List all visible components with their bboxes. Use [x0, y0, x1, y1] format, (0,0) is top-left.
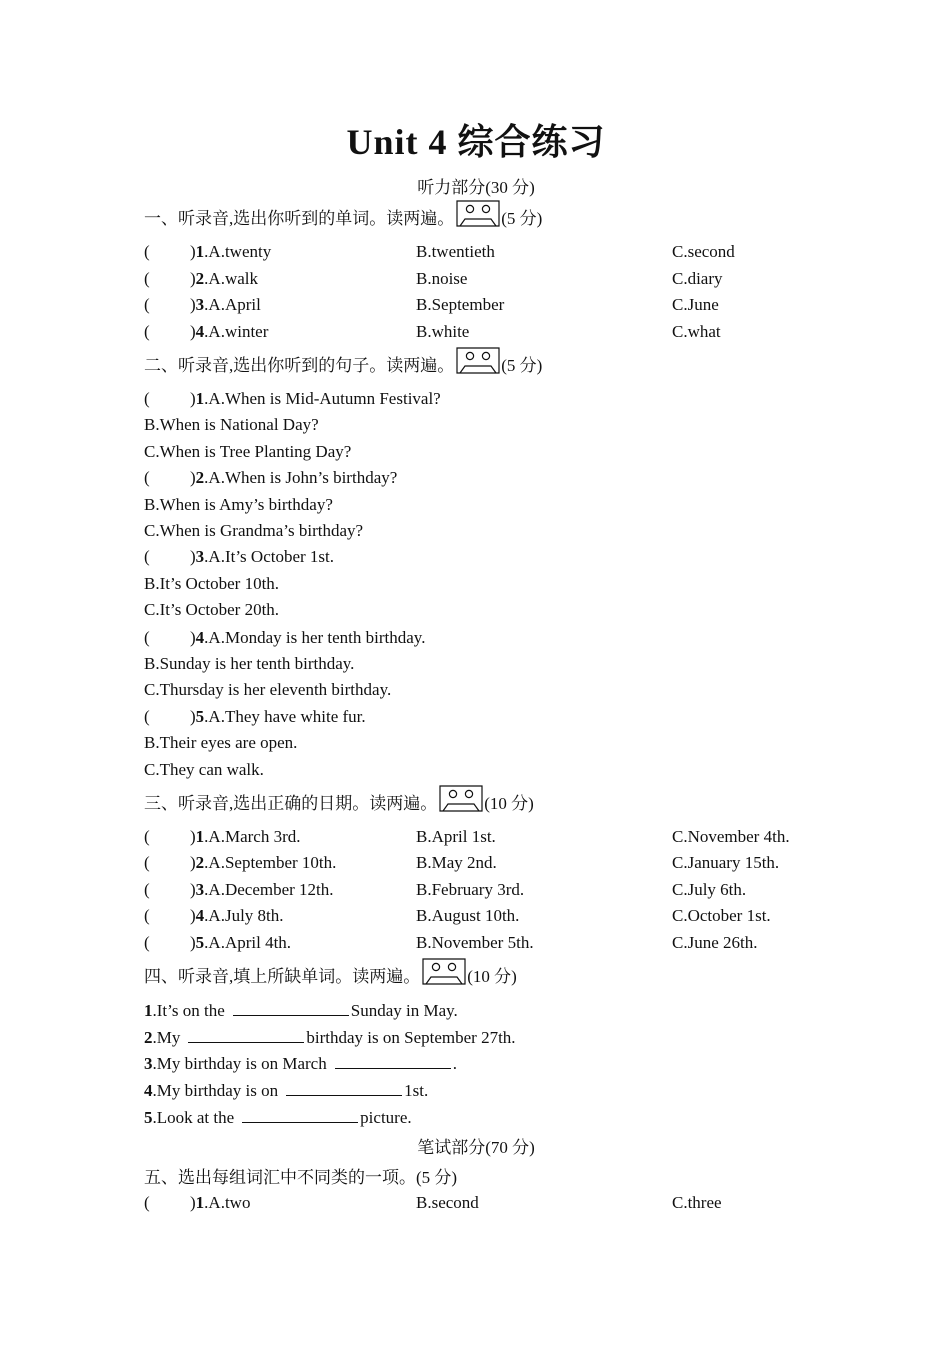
- option-text: C.what: [672, 322, 721, 341]
- question-line: ( )2.A.When is John’s birthday?: [144, 468, 398, 487]
- section-5-title: 五、选出每组词汇中不同类的一项。(5 分): [144, 1168, 458, 1187]
- option-text: ( )5.A.April 4th.: [144, 933, 292, 952]
- section-3-score: (10 分): [484, 794, 534, 813]
- answer-bracket: (: [144, 295, 150, 314]
- section-5-heading: [144, 1163, 457, 1188]
- answer-bracket: (: [144, 1193, 150, 1212]
- option-text: C.diary: [672, 269, 723, 288]
- question-number: 3: [195, 295, 205, 314]
- question-number: 2: [195, 468, 205, 487]
- question-row: [144, 906, 844, 930]
- cassette-tape-icon: [422, 958, 466, 985]
- section-2-title: 二、听录音,选出你听到的句子。读两遍。: [144, 356, 455, 375]
- answer-bracket: (: [144, 880, 150, 899]
- cassette-tape-icon: [439, 785, 483, 812]
- option-text: B.May 2nd.: [416, 853, 497, 872]
- answer-blank[interactable]: [242, 1107, 358, 1123]
- question-number: 3: [195, 880, 205, 899]
- question-line: ( )1.A.When is Mid-Autumn Festival?: [144, 389, 441, 408]
- option-text: B.November 5th.: [416, 933, 534, 952]
- answer-bracket: (: [144, 906, 150, 925]
- option-line: C.When is Grandma’s birthday?: [144, 521, 364, 540]
- option-text: C.January 15th.: [672, 853, 780, 872]
- answer-bracket: (: [144, 628, 150, 647]
- answer-bracket: (: [144, 707, 150, 726]
- question-row: [144, 1193, 844, 1217]
- option-text: ( )4.A.July 8th.: [144, 906, 284, 925]
- option-line: C.It’s October 20th.: [144, 600, 280, 619]
- question-line: ( )4.A.Monday is her tenth birthday.: [144, 628, 426, 647]
- section-2-heading: [144, 347, 542, 376]
- question-number: 5: [144, 1108, 153, 1127]
- option-text: B.April 1st.: [416, 827, 496, 846]
- question-number: 3: [195, 547, 205, 566]
- question-number: 4: [195, 322, 205, 341]
- option-text: ( )2.A.walk: [144, 269, 258, 288]
- option-text: B.white: [416, 322, 470, 341]
- option-text: C.June: [672, 295, 719, 314]
- question-line: ( )5.A.They have white fur.: [144, 707, 366, 726]
- question-line: ( )3.A.It’s October 1st.: [144, 547, 335, 566]
- answer-bracket: (: [144, 322, 150, 341]
- section-1-score: (5 分): [501, 209, 543, 228]
- fill-blank-line: 3.My birthday is on March .: [144, 1054, 457, 1073]
- option-text: B.September: [416, 295, 505, 314]
- option-text: C.June 26th.: [672, 933, 758, 952]
- question-number: 1: [195, 1193, 205, 1212]
- option-text: ( )3.A.December 12th.: [144, 880, 334, 899]
- answer-blank[interactable]: [188, 1027, 304, 1043]
- fill-blank-line: 5.Look at the picture.: [144, 1108, 412, 1127]
- option-text: B.February 3rd.: [416, 880, 525, 899]
- answer-bracket: (: [144, 547, 150, 566]
- question-number: 4: [195, 628, 205, 647]
- fill-blank-line: 4.My birthday is on 1st.: [144, 1081, 429, 1100]
- fill-blank-line: 2.My birthday is on September 27th.: [144, 1028, 516, 1047]
- option-text: B.noise: [416, 269, 468, 288]
- option-text: ( )1.A.two: [144, 1193, 251, 1212]
- section-4-heading: [144, 958, 517, 987]
- cassette-tape-icon: [456, 347, 500, 374]
- answer-bracket: (: [144, 933, 150, 952]
- question-row: [144, 269, 844, 293]
- option-line: C.Thursday is her eleventh birthday.: [144, 680, 392, 699]
- question-row: [144, 880, 844, 904]
- option-text: ( )1.A.twenty: [144, 242, 272, 261]
- option-line: B.Their eyes are open.: [144, 733, 298, 752]
- option-text: ( )1.A.March 3rd.: [144, 827, 301, 846]
- option-text: ( )3.A.April: [144, 295, 261, 314]
- section-3-heading: [144, 785, 534, 814]
- section-4-title: 四、听录音,填上所缺单词。读两遍。: [144, 967, 421, 986]
- written-part-heading: 笔试部分(70 分): [417, 1138, 535, 1157]
- question-number: 2: [195, 853, 205, 872]
- answer-bracket: (: [144, 269, 150, 288]
- option-line: B.When is Amy’s birthday?: [144, 495, 333, 514]
- question-number: 1: [195, 389, 205, 408]
- section-1-heading: [144, 200, 542, 229]
- question-row: [144, 933, 844, 957]
- option-text: B.twentieth: [416, 242, 495, 261]
- question-number: 1: [195, 242, 205, 261]
- question-number: 1: [144, 1001, 153, 1020]
- option-text: C.second: [672, 242, 735, 261]
- answer-bracket: (: [144, 853, 150, 872]
- question-number: 5: [195, 707, 205, 726]
- section-4-score: (10 分): [467, 967, 517, 986]
- option-line: B.It’s October 10th.: [144, 574, 280, 593]
- answer-blank[interactable]: [286, 1080, 402, 1096]
- option-line: B.When is National Day?: [144, 415, 319, 434]
- question-row: [144, 295, 844, 319]
- question-number: 3: [144, 1054, 153, 1073]
- section-3-title: 三、听录音,选出正确的日期。读两遍。: [144, 794, 438, 813]
- option-text: B.second: [416, 1193, 479, 1212]
- question-number: 2: [195, 269, 205, 288]
- option-line: C.They can walk.: [144, 760, 264, 779]
- option-text: ( )4.A.winter: [144, 322, 269, 341]
- section-2-score: (5 分): [501, 356, 543, 375]
- fill-blank-line: 1.It’s on the Sunday in May.: [144, 1001, 458, 1020]
- question-number: 4: [195, 906, 205, 925]
- answer-bracket: (: [144, 827, 150, 846]
- option-text: C.October 1st.: [672, 906, 771, 925]
- option-text: C.three: [672, 1193, 722, 1212]
- page-title: Unit 4 综合练习: [346, 122, 606, 162]
- answer-bracket: (: [144, 468, 150, 487]
- question-row: [144, 322, 844, 346]
- option-text: ( )2.A.September 10th.: [144, 853, 337, 872]
- option-text: C.July 6th.: [672, 880, 747, 899]
- answer-bracket: (: [144, 389, 150, 408]
- listening-part-heading: 听力部分(30 分): [417, 178, 535, 197]
- option-line: B.Sunday is her tenth birthday.: [144, 654, 355, 673]
- question-number: 4: [144, 1081, 153, 1100]
- answer-bracket: (: [144, 242, 150, 261]
- answer-blank[interactable]: [335, 1053, 451, 1069]
- question-row: [144, 827, 844, 851]
- option-text: C.November 4th.: [672, 827, 790, 846]
- question-number: 5: [195, 933, 205, 952]
- question-number: 2: [144, 1028, 153, 1047]
- option-text: B.August 10th.: [416, 906, 520, 925]
- cassette-tape-icon: [456, 200, 500, 227]
- question-number: 1: [195, 827, 205, 846]
- answer-blank[interactable]: [233, 1000, 349, 1016]
- section-1-title: 一、听录音,选出你听到的单词。读两遍。: [144, 209, 455, 228]
- question-row: [144, 853, 844, 877]
- option-line: C.When is Tree Planting Day?: [144, 442, 352, 461]
- question-row: [144, 242, 844, 266]
